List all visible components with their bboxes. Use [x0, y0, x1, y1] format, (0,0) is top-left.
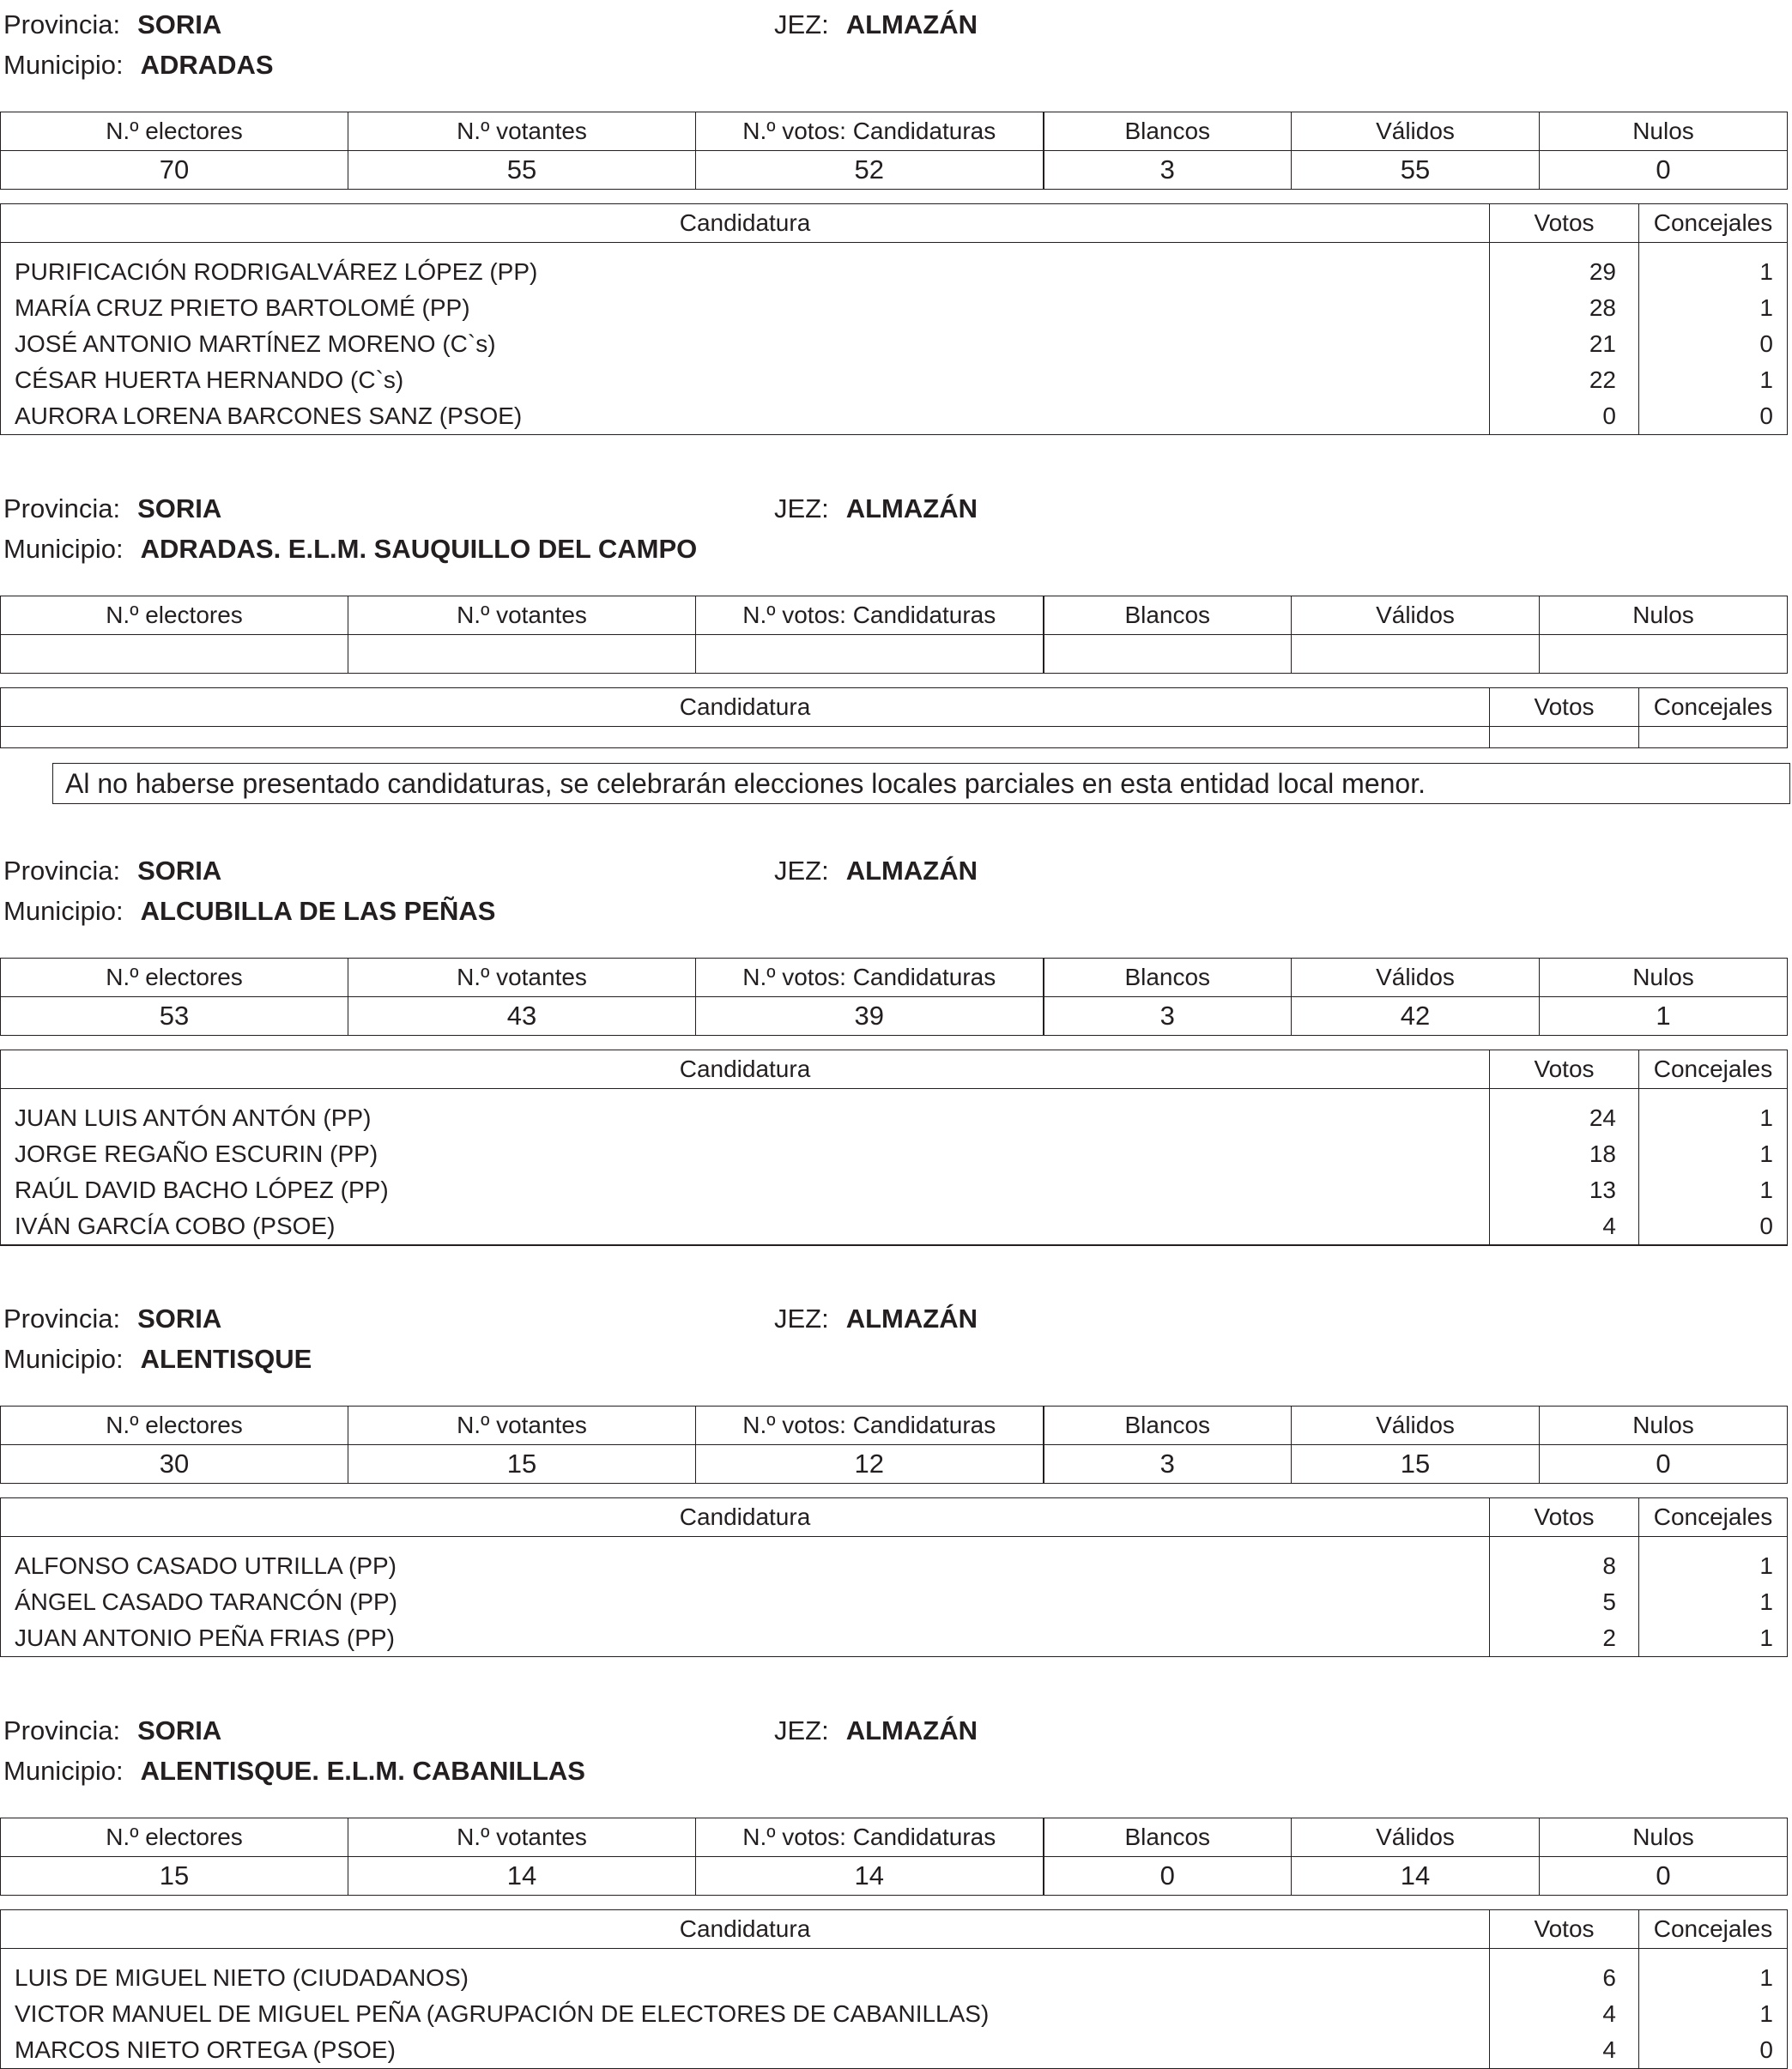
municipio-line: [3, 532, 697, 566]
votos-candidaturas-header: N.º votos: Candidaturas: [696, 112, 1044, 151]
nulos-header: Nulos: [1540, 1407, 1788, 1445]
votos-candidaturas-value: 12: [696, 1445, 1044, 1484]
provincia-line: [3, 492, 221, 526]
candidates-body-row: [1, 1949, 1788, 2069]
jez-label: JEZ:: [774, 856, 829, 886]
candidate-name: ÁNGEL CASADO TARANCÓN (PP): [15, 1588, 398, 1615]
candidate-names-cell: [1, 1089, 1490, 1246]
candidate-concejales: 0: [1759, 2036, 1773, 2063]
candidate-name: LUIS DE MIGUEL NIETO (CIUDADANOS): [15, 1964, 469, 1991]
provincia-value: SORIA: [137, 856, 222, 886]
validos-value: 55: [1292, 151, 1540, 190]
candidate-concejales: 1: [1759, 1104, 1773, 1131]
votos-candidaturas-header: N.º votos: Candidaturas: [696, 959, 1044, 997]
jez-line: [774, 1714, 978, 1748]
stats-table: [0, 958, 1788, 1036]
provincia-line: [3, 1714, 221, 1748]
candidate-votes: 8: [1602, 1552, 1616, 1579]
candidate-votes: 28: [1589, 294, 1616, 321]
concejales-header: Concejales: [1639, 204, 1788, 243]
candidate-name: ALFONSO CASADO UTRILLA (PP): [15, 1552, 397, 1579]
jez-line: [774, 1302, 978, 1336]
blancos-value: 3: [1044, 151, 1292, 190]
nulos-header: Nulos: [1540, 1818, 1788, 1857]
candidate-concejales: 1: [1759, 258, 1773, 285]
jez-value: ALMAZÁN: [845, 1304, 978, 1334]
candidate-name: AURORA LORENA BARCONES SANZ (PSOE): [15, 402, 523, 429]
candidate-name: PURIFICACIÓN RODRIGALVÁREZ LÓPEZ (PP): [15, 258, 538, 285]
candidate-concejales-cell: [1639, 243, 1788, 435]
votantes-header: N.º votantes: [348, 112, 696, 151]
candidates-body-row: [1, 727, 1788, 748]
jez-line: [774, 854, 978, 888]
electores-value: 53: [1, 997, 348, 1036]
nulos-value: 0: [1540, 1857, 1788, 1896]
stats-header-row: [1, 112, 1788, 151]
jez-value: ALMAZÁN: [845, 493, 978, 523]
candidates-body-row: [1, 1089, 1788, 1246]
jez-value: ALMAZÁN: [845, 1715, 978, 1745]
municipio-label: Municipio:: [3, 1344, 124, 1374]
candidate-votes: 6: [1602, 1964, 1616, 1991]
candidates-table: [0, 1050, 1788, 1246]
provincia-label: Provincia:: [3, 493, 121, 523]
stats-header-row: [1, 1407, 1788, 1445]
municipio-line: [3, 1754, 585, 1788]
candidates-table: [0, 1909, 1788, 2069]
notice-box: Al no haberse presentado candidaturas, se celebrarán elecciones locales parciales en esta entidad local menor.: [52, 763, 1790, 804]
candidate-concejales-cell: [1639, 1089, 1788, 1246]
candidate-votes: 18: [1589, 1140, 1616, 1167]
candidate-votes: 4: [1602, 1213, 1616, 1239]
blancos-header: Blancos: [1044, 596, 1292, 635]
electores-value: 70: [1, 151, 348, 190]
validos-value: [1292, 635, 1540, 674]
candidate-votes: 13: [1589, 1177, 1616, 1203]
nulos-header: Nulos: [1540, 959, 1788, 997]
candidate-concejales: 1: [1759, 1177, 1773, 1203]
jez-value: ALMAZÁN: [845, 856, 978, 886]
votantes-header: N.º votantes: [348, 959, 696, 997]
candidate-concejales-cell: [1639, 1537, 1788, 1657]
stats-header-row: [1, 596, 1788, 635]
nulos-value: 0: [1540, 1445, 1788, 1484]
candidate-concejales: 1: [1759, 2000, 1773, 2027]
concejales-header: Concejales: [1639, 688, 1788, 727]
votantes-value: 55: [348, 151, 696, 190]
candidates-header-row: [1, 688, 1788, 727]
provincia-line: [3, 8, 221, 42]
candidate-votes: 24: [1589, 1104, 1616, 1131]
votantes-value: 14: [348, 1857, 696, 1896]
validos-header: Válidos: [1292, 112, 1540, 151]
validos-header: Válidos: [1292, 596, 1540, 635]
candidate-name: JOSÉ ANTONIO MARTÍNEZ MORENO (C`s): [15, 330, 496, 357]
jez-value: ALMAZÁN: [845, 9, 978, 39]
provincia-line: [3, 854, 221, 888]
candidate-names-cell: [1, 727, 1490, 748]
candidate-concejales: 0: [1759, 402, 1773, 429]
candidate-name: MARÍA CRUZ PRIETO BARTOLOMÉ (PP): [15, 294, 470, 321]
votos-candidaturas-value: 14: [696, 1857, 1044, 1896]
jez-line: [774, 492, 978, 526]
candidatura-header: Candidatura: [1, 688, 1490, 727]
candidate-concejales: 1: [1759, 1624, 1773, 1651]
provincia-value: SORIA: [137, 9, 222, 39]
electores-header: N.º electores: [1, 1818, 348, 1857]
blancos-header: Blancos: [1044, 1818, 1292, 1857]
votos-header: Votos: [1490, 688, 1639, 727]
candidatura-header: Candidatura: [1, 204, 1490, 243]
votantes-header: N.º votantes: [348, 596, 696, 635]
stats-header-row: [1, 959, 1788, 997]
concejales-header: Concejales: [1639, 1498, 1788, 1537]
provincia-label: Provincia:: [3, 1304, 121, 1334]
blancos-header: Blancos: [1044, 959, 1292, 997]
stats-value-row: [1, 997, 1788, 1036]
candidate-votes: 5: [1602, 1588, 1616, 1615]
votantes-header: N.º votantes: [348, 1407, 696, 1445]
provincia-label: Provincia:: [3, 856, 121, 886]
votos-candidaturas-header: N.º votos: Candidaturas: [696, 1407, 1044, 1445]
candidate-votes: 4: [1602, 2000, 1616, 2027]
candidate-name: MARCOS NIETO ORTEGA (PSOE): [15, 2036, 396, 2063]
candidates-header-row: [1, 1050, 1788, 1089]
candidate-name: JORGE REGAÑO ESCURIN (PP): [15, 1140, 378, 1167]
votos-candidaturas-value: [696, 635, 1044, 674]
electores-header: N.º electores: [1, 112, 348, 151]
candidate-name: JUAN ANTONIO PEÑA FRIAS (PP): [15, 1624, 395, 1651]
nulos-value: [1540, 635, 1788, 674]
candidates-body-row: [1, 1537, 1788, 1657]
candidate-name: CÉSAR HUERTA HERNANDO (C`s): [15, 366, 404, 393]
stats-value-row: [1, 151, 1788, 190]
blancos-header: Blancos: [1044, 112, 1292, 151]
candidate-votes: 29: [1589, 258, 1616, 285]
stats-table: [0, 112, 1788, 190]
electores-header: N.º electores: [1, 959, 348, 997]
votantes-value: 15: [348, 1445, 696, 1484]
candidate-votes: 0: [1602, 402, 1616, 429]
validos-value: 42: [1292, 997, 1540, 1036]
jez-line: [774, 8, 978, 42]
stats-table: [0, 1818, 1788, 1896]
municipio-line: [3, 894, 495, 929]
votos-candidaturas-header: N.º votos: Candidaturas: [696, 596, 1044, 635]
votos-header: Votos: [1490, 1910, 1639, 1949]
candidate-votes: 4: [1602, 2036, 1616, 2063]
candidatura-header: Candidatura: [1, 1498, 1490, 1537]
municipio-value: ALENTISQUE: [140, 1344, 312, 1374]
blancos-value: 0: [1044, 1857, 1292, 1896]
blancos-value: 3: [1044, 997, 1292, 1036]
electores-value: 15: [1, 1857, 348, 1896]
stats-table: [0, 1406, 1788, 1484]
candidate-votes: 2: [1602, 1624, 1616, 1651]
municipio-value: ALENTISQUE. E.L.M. CABANILLAS: [140, 1756, 585, 1786]
candidate-concejales: 1: [1759, 1964, 1773, 1991]
provincia-value: SORIA: [137, 1715, 222, 1745]
candidate-concejales: 1: [1759, 1552, 1773, 1579]
votantes-value: [348, 635, 696, 674]
municipio-line: [3, 48, 274, 82]
candidate-concejales: 1: [1759, 366, 1773, 393]
votantes-header: N.º votantes: [348, 1818, 696, 1857]
candidates-table: [0, 203, 1788, 435]
stats-table: [0, 596, 1788, 674]
votantes-value: 43: [348, 997, 696, 1036]
candidate-concejales: 0: [1759, 330, 1773, 357]
electores-value: [1, 635, 348, 674]
municipio-label: Municipio:: [3, 534, 124, 564]
jez-label: JEZ:: [774, 1715, 829, 1745]
blancos-value: 3: [1044, 1445, 1292, 1484]
concejales-header: Concejales: [1639, 1050, 1788, 1089]
candidate-name: RAÚL DAVID BACHO LÓPEZ (PP): [15, 1177, 389, 1203]
municipio-value: ADRADAS. E.L.M. SAUQUILLO DEL CAMPO: [140, 534, 698, 564]
candidatura-header: Candidatura: [1, 1050, 1490, 1089]
municipio-line: [3, 1342, 312, 1376]
blancos-value: [1044, 635, 1292, 674]
municipio-label: Municipio:: [3, 1756, 124, 1786]
nulos-value: 1: [1540, 997, 1788, 1036]
candidate-names-cell: [1, 1537, 1490, 1657]
votos-header: Votos: [1490, 1050, 1639, 1089]
votos-candidaturas-value: 52: [696, 151, 1044, 190]
provincia-label: Provincia:: [3, 1715, 121, 1745]
candidate-name: VICTOR MANUEL DE MIGUEL PEÑA (AGRUPACIÓN DE ELECTORES DE CABANILLAS): [15, 2000, 990, 2027]
candidate-votes: 21: [1589, 330, 1616, 357]
jez-label: JEZ:: [774, 9, 829, 39]
validos-header: Válidos: [1292, 1818, 1540, 1857]
electores-header: N.º electores: [1, 1407, 348, 1445]
candidate-votes-cell: [1490, 727, 1639, 748]
validos-value: 15: [1292, 1445, 1540, 1484]
candidates-table: [0, 1497, 1788, 1657]
candidatura-header: Candidatura: [1, 1910, 1490, 1949]
candidate-names-cell: [1, 243, 1490, 435]
candidates-header-row: [1, 1910, 1788, 1949]
candidate-votes-cell: [1490, 243, 1639, 435]
municipio-label: Municipio:: [3, 50, 124, 80]
concejales-header: Concejales: [1639, 1910, 1788, 1949]
votos-header: Votos: [1490, 1498, 1639, 1537]
municipio-value: ALCUBILLA DE LAS PEÑAS: [140, 896, 496, 926]
candidate-concejales-cell: [1639, 727, 1788, 748]
candidates-body-row: [1, 243, 1788, 435]
stats-value-row: [1, 635, 1788, 674]
candidate-concejales: 0: [1759, 1213, 1773, 1239]
votos-candidaturas-header: N.º votos: Candidaturas: [696, 1818, 1044, 1857]
candidates-table: [0, 687, 1788, 748]
provincia-value: SORIA: [137, 493, 222, 523]
blancos-header: Blancos: [1044, 1407, 1292, 1445]
nulos-value: 0: [1540, 151, 1788, 190]
provincia-label: Provincia:: [3, 9, 121, 39]
municipio-value: ADRADAS: [140, 50, 274, 80]
electores-header: N.º electores: [1, 596, 348, 635]
validos-header: Válidos: [1292, 1407, 1540, 1445]
jez-label: JEZ:: [774, 493, 829, 523]
stats-value-row: [1, 1445, 1788, 1484]
votos-header: Votos: [1490, 204, 1639, 243]
stats-header-row: [1, 1818, 1788, 1857]
candidate-concejales: 1: [1759, 294, 1773, 321]
candidate-votes-cell: [1490, 1949, 1639, 2069]
validos-value: 14: [1292, 1857, 1540, 1896]
candidate-concejales: 1: [1759, 1140, 1773, 1167]
validos-header: Válidos: [1292, 959, 1540, 997]
votos-candidaturas-value: 39: [696, 997, 1044, 1036]
candidate-votes-cell: [1490, 1537, 1639, 1657]
candidate-concejales-cell: [1639, 1949, 1788, 2069]
jez-label: JEZ:: [774, 1304, 829, 1334]
candidate-votes: 22: [1589, 366, 1616, 393]
candidates-header-row: [1, 1498, 1788, 1537]
nulos-header: Nulos: [1540, 596, 1788, 635]
stats-value-row: [1, 1857, 1788, 1896]
provincia-value: SORIA: [137, 1304, 222, 1334]
municipio-label: Municipio:: [3, 896, 124, 926]
nulos-header: Nulos: [1540, 112, 1788, 151]
electores-value: 30: [1, 1445, 348, 1484]
candidates-header-row: [1, 204, 1788, 243]
candidate-name: JUAN LUIS ANTÓN ANTÓN (PP): [15, 1104, 372, 1131]
provincia-line: [3, 1302, 221, 1336]
candidate-name: IVÁN GARCÍA COBO (PSOE): [15, 1213, 336, 1239]
candidate-votes-cell: [1490, 1089, 1639, 1246]
candidate-names-cell: [1, 1949, 1490, 2069]
candidate-concejales: 1: [1759, 1588, 1773, 1615]
